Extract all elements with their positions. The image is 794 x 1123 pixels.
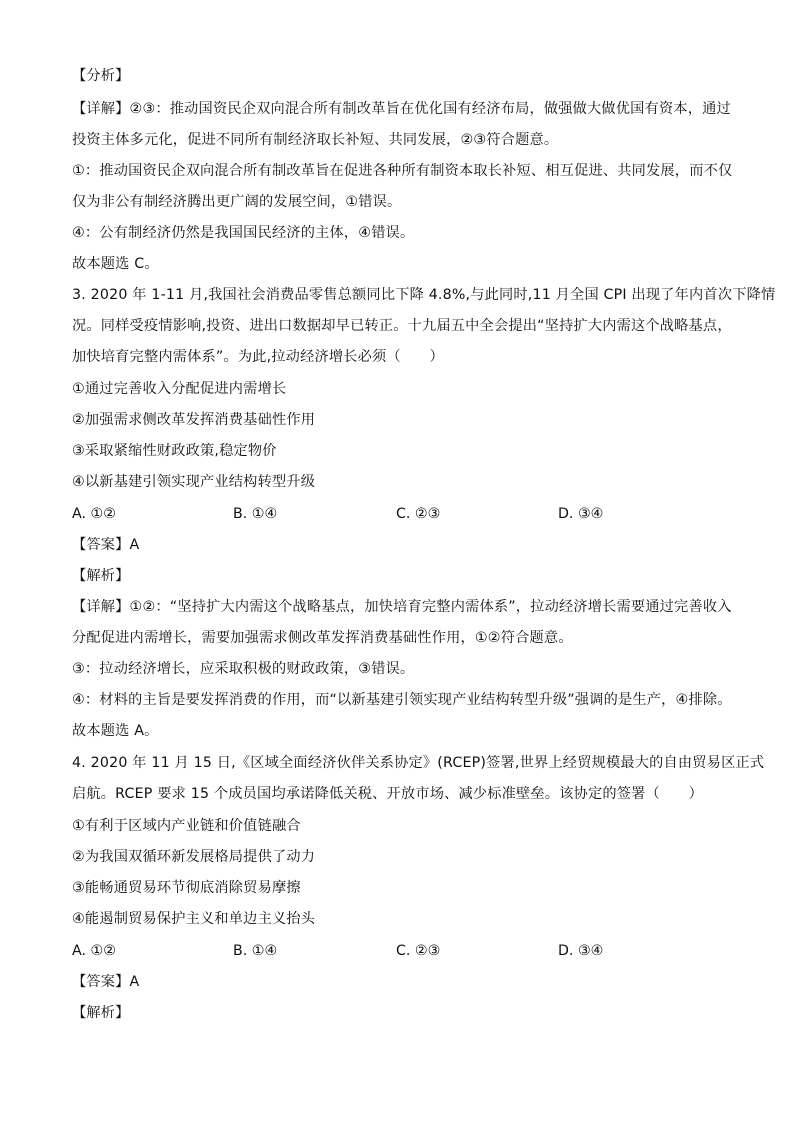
question-4-stem: 启航。RCEP 要求 15 个成员国均承诺降低关税、开放市场、减少标准壁垒。该协定的签署（ ） [72,786,704,802]
question-4-option-a: A. ①② [72,943,116,959]
text-line: ④：材料的主旨是要发挥消费的作用，而“以新基建引领实现产业结构转型升级”强调的是生产，④排除。 [72,692,732,708]
question-3-stem: 况。同样受疫情影响,投资、进出口数据却早已转正。十九届五中全会提出“坚持扩大内需这个战略基点， [72,318,732,334]
text-line: ①：推动国资民企双向混合所有制改革旨在促进各种所有制资本取长补短、相互促进、共同发展，而不仅 [72,163,733,179]
section-heading-explanation: 【解析】 [72,568,130,584]
conclusion-line: 故本题选 C。 [72,256,159,272]
question-4-item: ③能畅通贸易环节彻底消除贸易摩擦 [72,880,301,896]
question-3-item: ②加强需求侧改革发挥消费基础性作用 [72,412,316,428]
text-line: 仅为非公有制经济腾出更广阔的发展空间，①错误。 [72,194,402,210]
section-heading-analysis: 【分析】 [72,68,130,84]
conclusion-line: 故本题选 A。 [72,723,159,739]
question-3-option-a: A. ①② [72,506,116,522]
question-3-option-d: D. ③④ [558,506,604,522]
text-line: ③：拉动经济增长，应采取积极的财政政策，③错误。 [72,661,415,677]
question-3-option-c: C. ②③ [396,506,441,522]
question-4-item: ②为我国双循环新发展格局提供了动力 [72,849,316,865]
section-heading-explanation: 【解析】 [72,1005,130,1021]
question-4-option-b: B. ①④ [233,943,278,959]
question-4-option-d: D. ③④ [558,943,604,959]
text-line: ④：公有制经济仍然是我国国民经济的主体，④错误。 [72,225,415,241]
text-line: 【详解】②③：推动国资民企双向混合所有制改革旨在优化国有经济布局，做强做大做优国有资本，通过 [72,101,731,117]
question-3-item: ③采取紧缩性财政政策,稳定物价 [72,443,277,459]
text-line: 投资主体多元化，促进不同所有制经济取长补短、共同发展，②③符合题意。 [72,132,559,148]
question-3-stem: 3. 2020 年 1-11 月,我国社会消费品零售总额同比下降 4.8%,与此同时,11 月全国 CPI 出现了年内首次下降情 [72,287,776,303]
question-4-item: ①有利于区域内产业链和价值链融合 [72,818,301,834]
question-3-item: ①通过完善收入分配促进内需增长 [72,381,287,397]
question-4-stem: 4. 2020 年 11 月 15 日,《区域全面经济伙伴关系协定》(RCEP)签署,世界上经贸规模最大的自由贸易区正式 [72,755,765,771]
text-line: 【详解】①②：“坚持扩大内需这个战略基点，加快培育完整内需体系”，拉动经济增长需要通过完善收入 [72,599,732,615]
question-3-option-b: B. ①④ [233,506,278,522]
question-4-option-c: C. ②③ [396,943,441,959]
question-3-stem: 加快培育完整内需体系”。为此,拉动经济增长必须（ ） [72,349,444,365]
question-4-item: ④能遏制贸易保护主义和单边主义抬头 [72,911,316,927]
answer-line: 【答案】A [72,537,140,553]
answer-line: 【答案】A [72,974,140,990]
question-3-item: ④以新基建引领实现产业结构转型升级 [72,474,316,490]
text-line: 分配促进内需增长，需要加强需求侧改革发挥消费基础性作用，①②符合题意。 [72,630,573,646]
